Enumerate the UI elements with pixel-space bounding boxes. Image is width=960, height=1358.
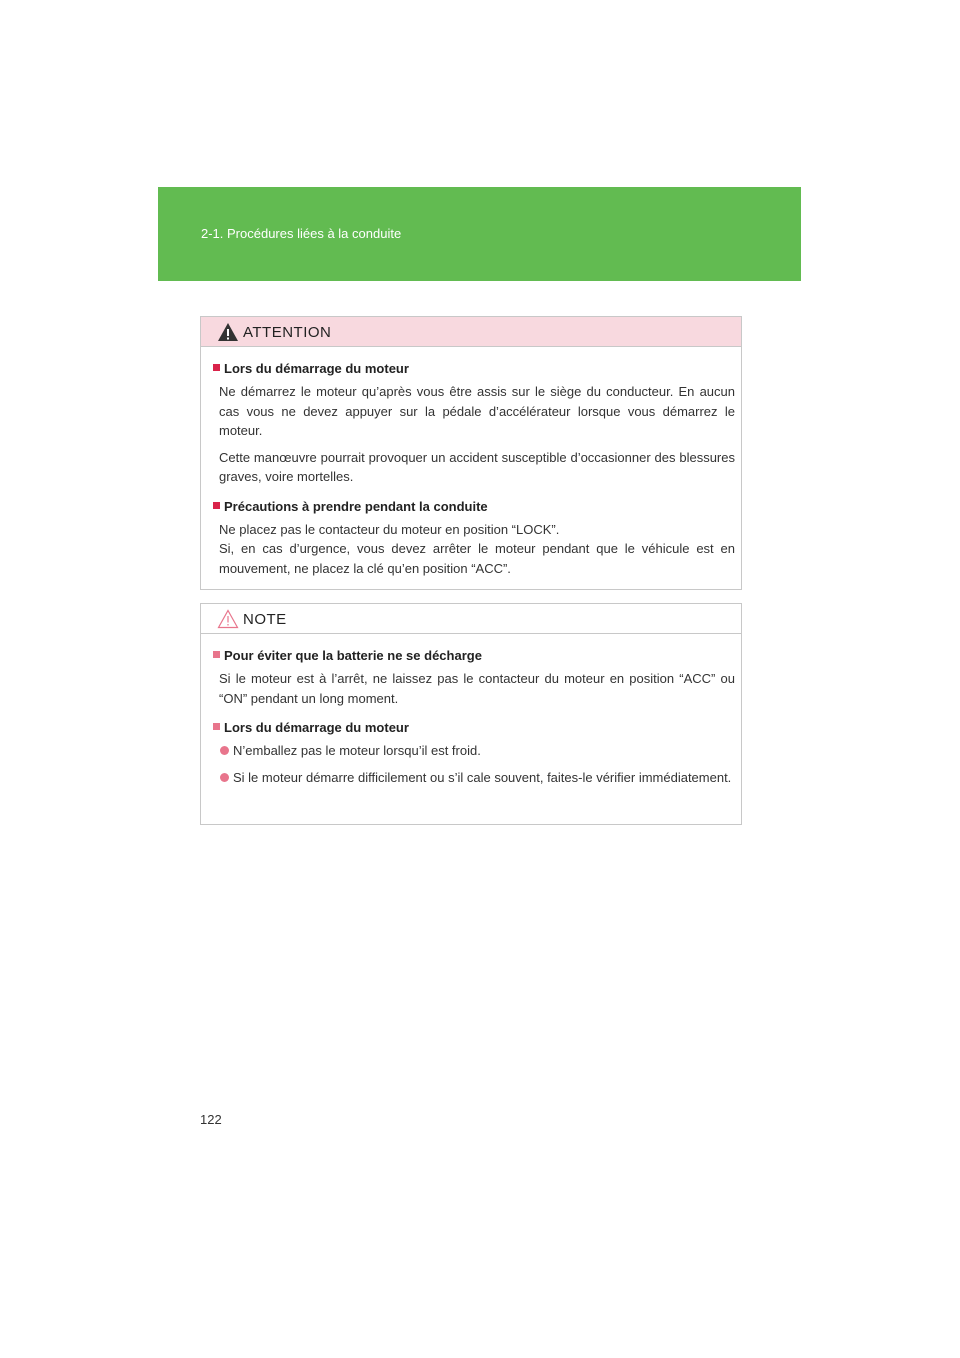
- section-heading: Lors du démarrage du moteur: [213, 361, 735, 376]
- warning-icon: [217, 322, 239, 342]
- section-title: 2-1. Procédures liées à la conduite: [201, 226, 402, 241]
- square-bullet-icon: [213, 502, 220, 509]
- round-bullet-icon: [220, 773, 229, 782]
- paragraph: Ne démarrez le moteur qu’après vous être assis sur le siège du conducteur. En aucun cas vous ne devez appuyer sur la pédale d’accélérateur lorsque vous démarrez le moteur.: [219, 384, 735, 438]
- list-item: Si le moteur démarre difficilement ou s’il cale souvent, faites-le vérifier immédiatement.: [219, 768, 735, 788]
- section-header-band: [158, 187, 801, 281]
- page-number: 122: [200, 1112, 222, 1127]
- paragraph: Si, en cas d’urgence, vous devez arrêter le moteur pendant que le véhicule est en mouvement, ne placez la clé qu’en position “ACC”.: [219, 541, 735, 576]
- note-header: [201, 604, 741, 634]
- paragraph: Ne placez pas le contacteur du moteur en position “LOCK”.: [219, 521, 560, 537]
- round-bullet-icon: [220, 746, 229, 755]
- paragraph: Si le moteur est à l’arrêt, ne laissez pas le contacteur du moteur en position “ACC” ou “ON” pendant un long moment.: [219, 671, 735, 706]
- square-bullet-icon: [213, 723, 220, 730]
- attention-header: [201, 317, 741, 347]
- section-heading: Lors du démarrage du moteur: [213, 720, 735, 735]
- paragraph: Cette manœuvre pourrait provoquer un accident susceptible d’occasionner des blessures graves, voire mortelles.: [219, 449, 735, 484]
- list-item: N’emballez pas le moteur lorsqu’il est froid.: [219, 741, 735, 761]
- square-bullet-icon: [213, 364, 220, 371]
- note-box: [200, 603, 742, 825]
- attention-box: [200, 316, 742, 590]
- note-label: NOTE: [243, 611, 287, 628]
- square-bullet-icon: [213, 651, 220, 658]
- section-heading: Précautions à prendre pendant la conduite: [213, 499, 735, 514]
- section-heading: Pour éviter que la batterie ne se décharge: [213, 648, 735, 663]
- caution-icon: [217, 609, 239, 629]
- attention-label: ATTENTION: [243, 324, 332, 341]
